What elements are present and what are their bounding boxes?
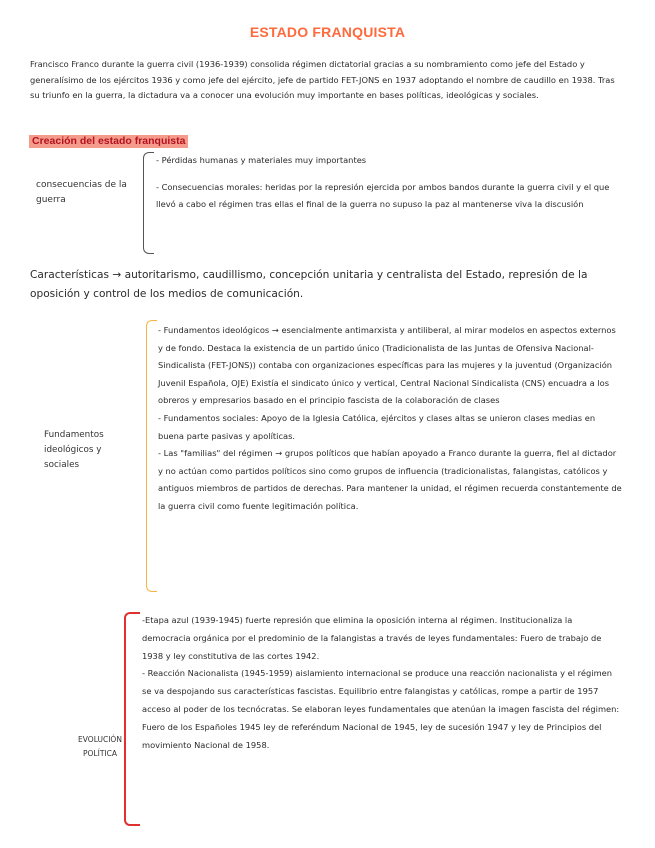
evolucion-label: EVOLUCIÓN POLÍTICA [78,735,122,758]
fundamentos-label: Fundamentos ideológicos y sociales [44,430,104,470]
list-item: - Consecuencias morales: heridas por la represión ejercida por ambos bandos durante la guerra civil y el que llevó a cabo el régimen tras ellas el final de la guerra no supuso la paz al mantenerse viva la discusión [156,182,610,209]
intro-text: Francisco Franco durante la guerra civil (1936-1939) consolida régimen dictatorial gracias a su nombramiento como jefe del Estado y generalísimo de los ejércitos 1936 y como jefe del ejército, jefe de partido FET-JONS en 1937 adoptando el nombre de caudillo en 1938. Tras su triunfo en la guerra, la dictadura va a conocer una evolución muy importante en bases políticas, ideológicas y sociales. [30,59,615,101]
caracteristicas-paragraph [30,266,625,304]
list-item: - Fundamentos sociales: Apoyo de la Iglesia Católica, ejércitos y clases altas se unieron clases medias en buena parte pasivas y apolíticas. [158,412,596,441]
consecuencias-label: consecuencias de la guerra [36,180,127,205]
evolucion-brace [124,612,140,826]
consecuencias-list [156,152,621,213]
list-item: - Pérdidas humanas y materiales muy importantes [156,155,367,165]
intro-paragraph [30,57,620,104]
list-item: - Fundamentos ideológicos → esencialmente antimarxista y antiliberal, al mirar modelos en aspectos externos y de fondo. Destaca la existencia de un partido único (Tradicionalista de las Juntas de Ofensiva Nacional-Sindicalista (FET-JONS)) contaba con organizaciones específicas para las mujeres y la juventud (Organización Juvenil Española, OJE) Existía el sindicato único y vertical, Central Nacional Sindicalista (CNS) encuadra a los obreros y empresarios basado en el principio fascista de la colaboración de clases [158,325,616,406]
consecuencias-brace [143,152,154,254]
fundamentos-brace [146,320,157,592]
list-item: - Reacción Nacionalista (1945-1959) aislamiento internacional se produce una reacción nacionalista y el régimen se va despojando sus características fascistas. Equilibrio entre falangistas y católicas, rompe a partir de 1957 acceso al poder de los tecnócratas. Se elaboran leyes fundamentales que atenúan la imagen fascista del régimen: Fuero de los Españoles 1945 ley de referéndum Nacional de 1945, ley de sucesión 1947 y ley de Principios del movimiento Nacional de 1958. [142,668,620,750]
list-item: -Etapa azul (1939-1945) fuerte represión que elimina la oposición interna al régimen. Institucionaliza la democracia orgánica por el predominio de la falangistas a través de leyes fundamentales: Fuero de trabajo de 1938 y ley constitutiva de las cortes 1942. [142,615,602,661]
fundamentos-list [158,322,623,516]
evolucion-list [142,612,620,754]
list-item: - Las "familias" del régimen → grupos políticos que habían apoyado a Franco durante la guerra, fiel al dictador y no actúan como partidos políticos sino como grupos de influencia (tradicionalistas, falangistas, católicos y antiguos miembros de partidos de derechas. Para mantener la unidad, el régimen recuerda constantemente de la guerra civil como fuente legitimación política. [158,448,622,511]
caracteristicas-text: Características → autoritarismo, caudillismo, concepción unitaria y centralista del Estado, represión de la oposición y control de los medios de comunicación. [30,269,588,300]
page-title: ESTADO FRANQUISTA [249,24,406,40]
section-subtitle: Creación del estado franquista [29,135,188,148]
